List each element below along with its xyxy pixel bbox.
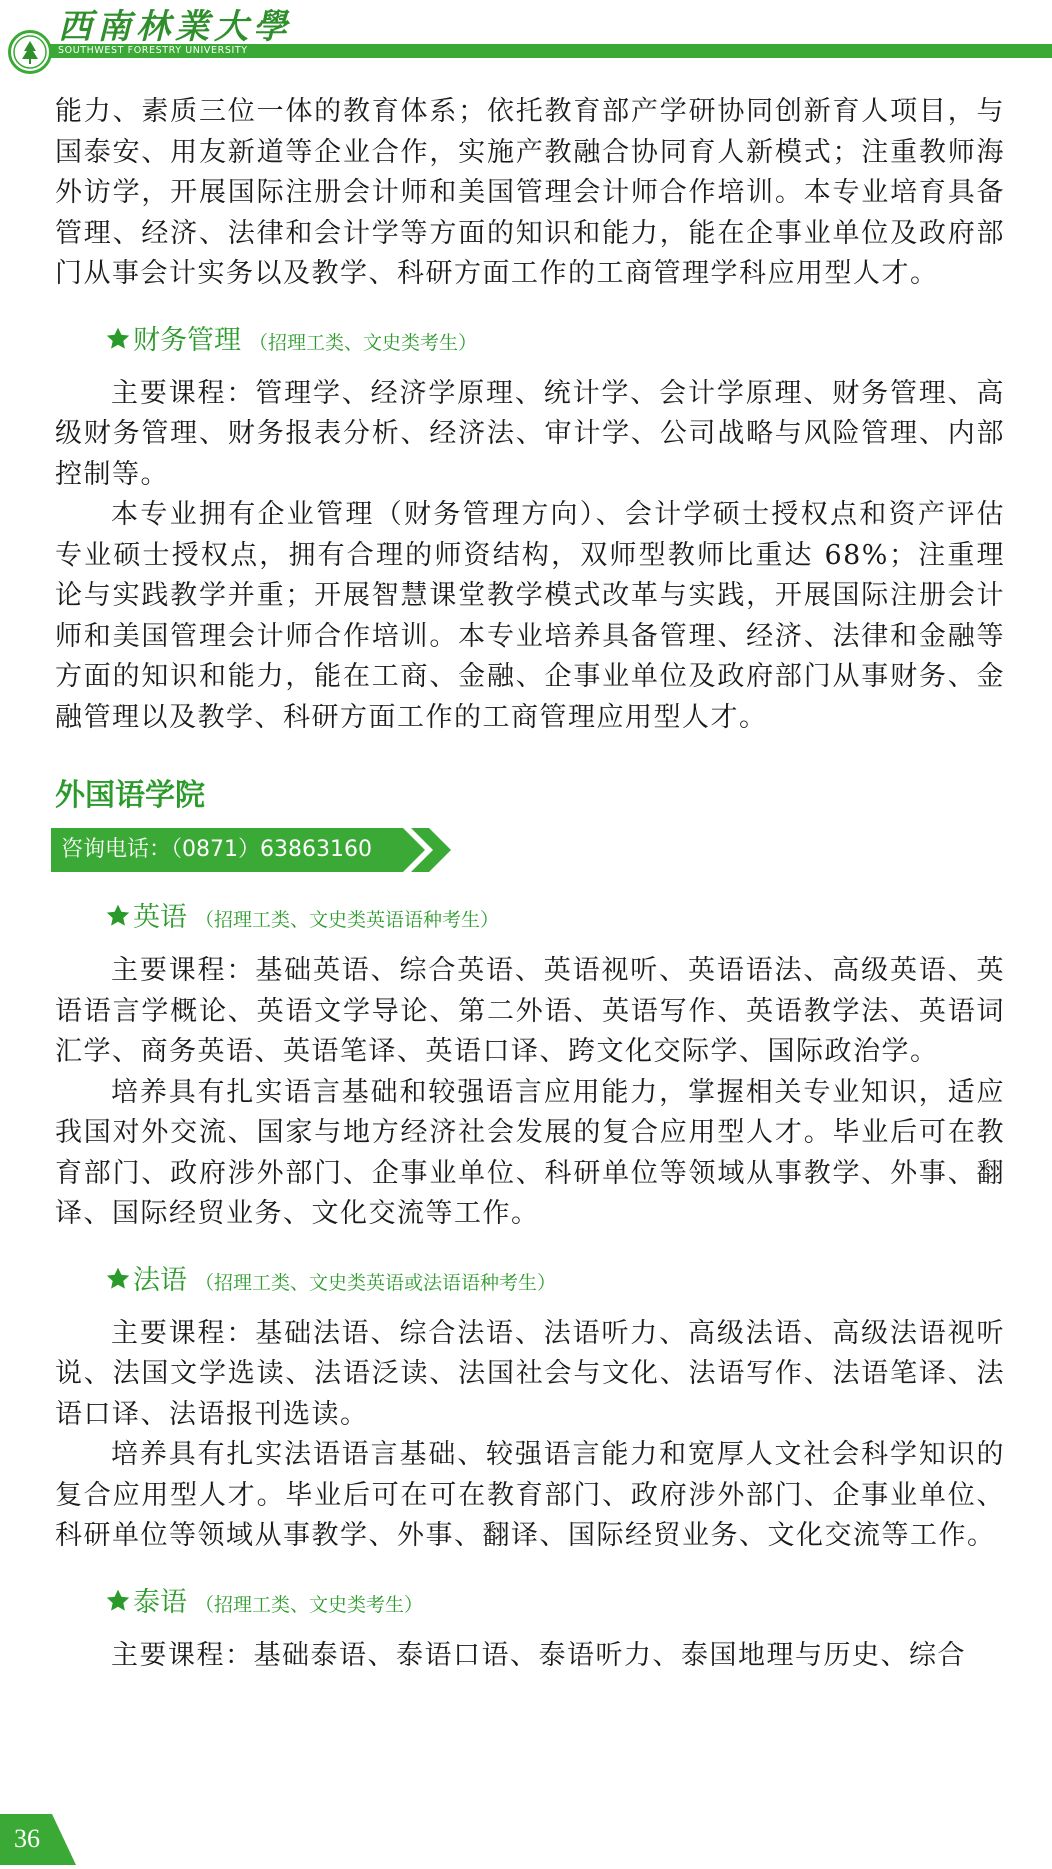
consult-phone-banner <box>51 828 451 872</box>
page-number-badge <box>0 1814 80 1865</box>
star-icon <box>105 1266 131 1292</box>
major-heading-finance <box>105 321 1005 364</box>
page-number: 36 <box>14 1824 40 1853</box>
star-icon <box>105 903 131 929</box>
major-name: 法语 <box>133 1264 187 1296</box>
intro-paragraph: 能力、素质三位一体的教育体系；依托教育部产学研协同创新育人项目，与国泰安、用友新道等企业合作，实施产教融合协同育人新模式；注重教师海外访学，开展国际注册会计师和美国管理会计师合作培训。本专业培育具备管理、经济、法律和会计学等方面的知识和能力，能在企事业单位及政府部门从事会计实务以及教学、科研方面工作的工商管理学科应用型人才。 <box>55 96 1005 289</box>
consult-phone: 咨询电话：（0871）63863160 <box>61 837 372 862</box>
french-description: 培养具有扎实法语语言基础、较强语言能力和宽厚人文社会科学知识的复合应用型人才。毕业后可在可在教育部门、政府涉外部门、企事业单位、科研单位等领域从事教学、外事、翻译、国际经贸业务、文化交流等工作。 <box>55 1439 1005 1551</box>
major-name: 泰语 <box>133 1586 187 1618</box>
french-courses: 主要课程：基础法语、综合法语、法语听力、高级法语、高级法语视听说、法国文学选读、法语泛读、法国社会与文化、法语写作、法语笔译、法语口译、法语报刊选读。 <box>55 1317 1005 1430</box>
page-content <box>55 92 1005 1676</box>
page-number-shape <box>0 1814 80 1865</box>
university-name-en: SOUTHWEST FORESTRY UNIVERSITY <box>58 45 248 56</box>
major-heading-english <box>105 898 1005 941</box>
finance-description: 本专业拥有企业管理（财务管理方向）、会计学硕士授权点和资产评估专业硕士授权点，拥有合理的师资结构，双师型教师比重达 68%；注重理论与实践教学并重；开展智慧课堂教学模式改革与实践，开展国际注册会计师和美国管理会计师合作培训。本专业培养具备管理、经济、法律和金融等方面的知识和能力，能在工商、金融、企事业单位及政府部门从事财务、金融管理以及教学、科研方面工作的工商管理应用型人才。 <box>55 499 1005 733</box>
major-name: 财务管理 <box>133 324 241 356</box>
star-icon <box>105 326 131 352</box>
university-name-cn: 西南林業大學 <box>58 7 292 47</box>
major-note: （招理工类、文史类英语或法语语种考生） <box>195 1271 557 1294</box>
major-heading-french <box>105 1261 1005 1304</box>
thai-courses: 主要课程：基础泰语、泰语口语、泰语听力、泰国地理与历史、综合 <box>111 1639 966 1671</box>
page-header <box>0 0 1052 70</box>
english-description: 培养具有扎实语言基础和较强语言应用能力，掌握相关专业知识，适应我国对外交流、国家与地方经济社会发展的复合应用型人才。毕业后可在教育部门、政府涉外部门、企事业单位、科研单位等领域从事教学、外事、翻译、国际经贸业务、文化交流等工作。 <box>55 1076 1005 1229</box>
major-note: （招理工类、文史类考生） <box>249 331 478 354</box>
college-title: 外国语学院 <box>55 778 205 813</box>
star-icon <box>105 1588 131 1614</box>
university-emblem-icon <box>8 30 52 74</box>
english-courses: 主要课程：基础英语、综合英语、英语视听、英语语法、高级英语、英语语言学概论、英语文学导论、第二外语、英语写作、英语教学法、英语词汇学、商务英语、英语笔译、英语口译、跨文化交际学、国际政治学。 <box>55 955 1005 1067</box>
major-heading-thai <box>105 1583 1005 1626</box>
finance-courses: 主要课程：管理学、经济学原理、统计学、会计学原理、财务管理、高级财务管理、财务报表分析、经济法、审计学、公司战略与风险管理、内部控制等。 <box>55 377 1005 490</box>
major-name: 英语 <box>133 902 187 933</box>
major-note: （招理工类、文史类考生） <box>195 1593 424 1616</box>
major-note: （招理工类、文史类英语语种考生） <box>195 909 500 931</box>
